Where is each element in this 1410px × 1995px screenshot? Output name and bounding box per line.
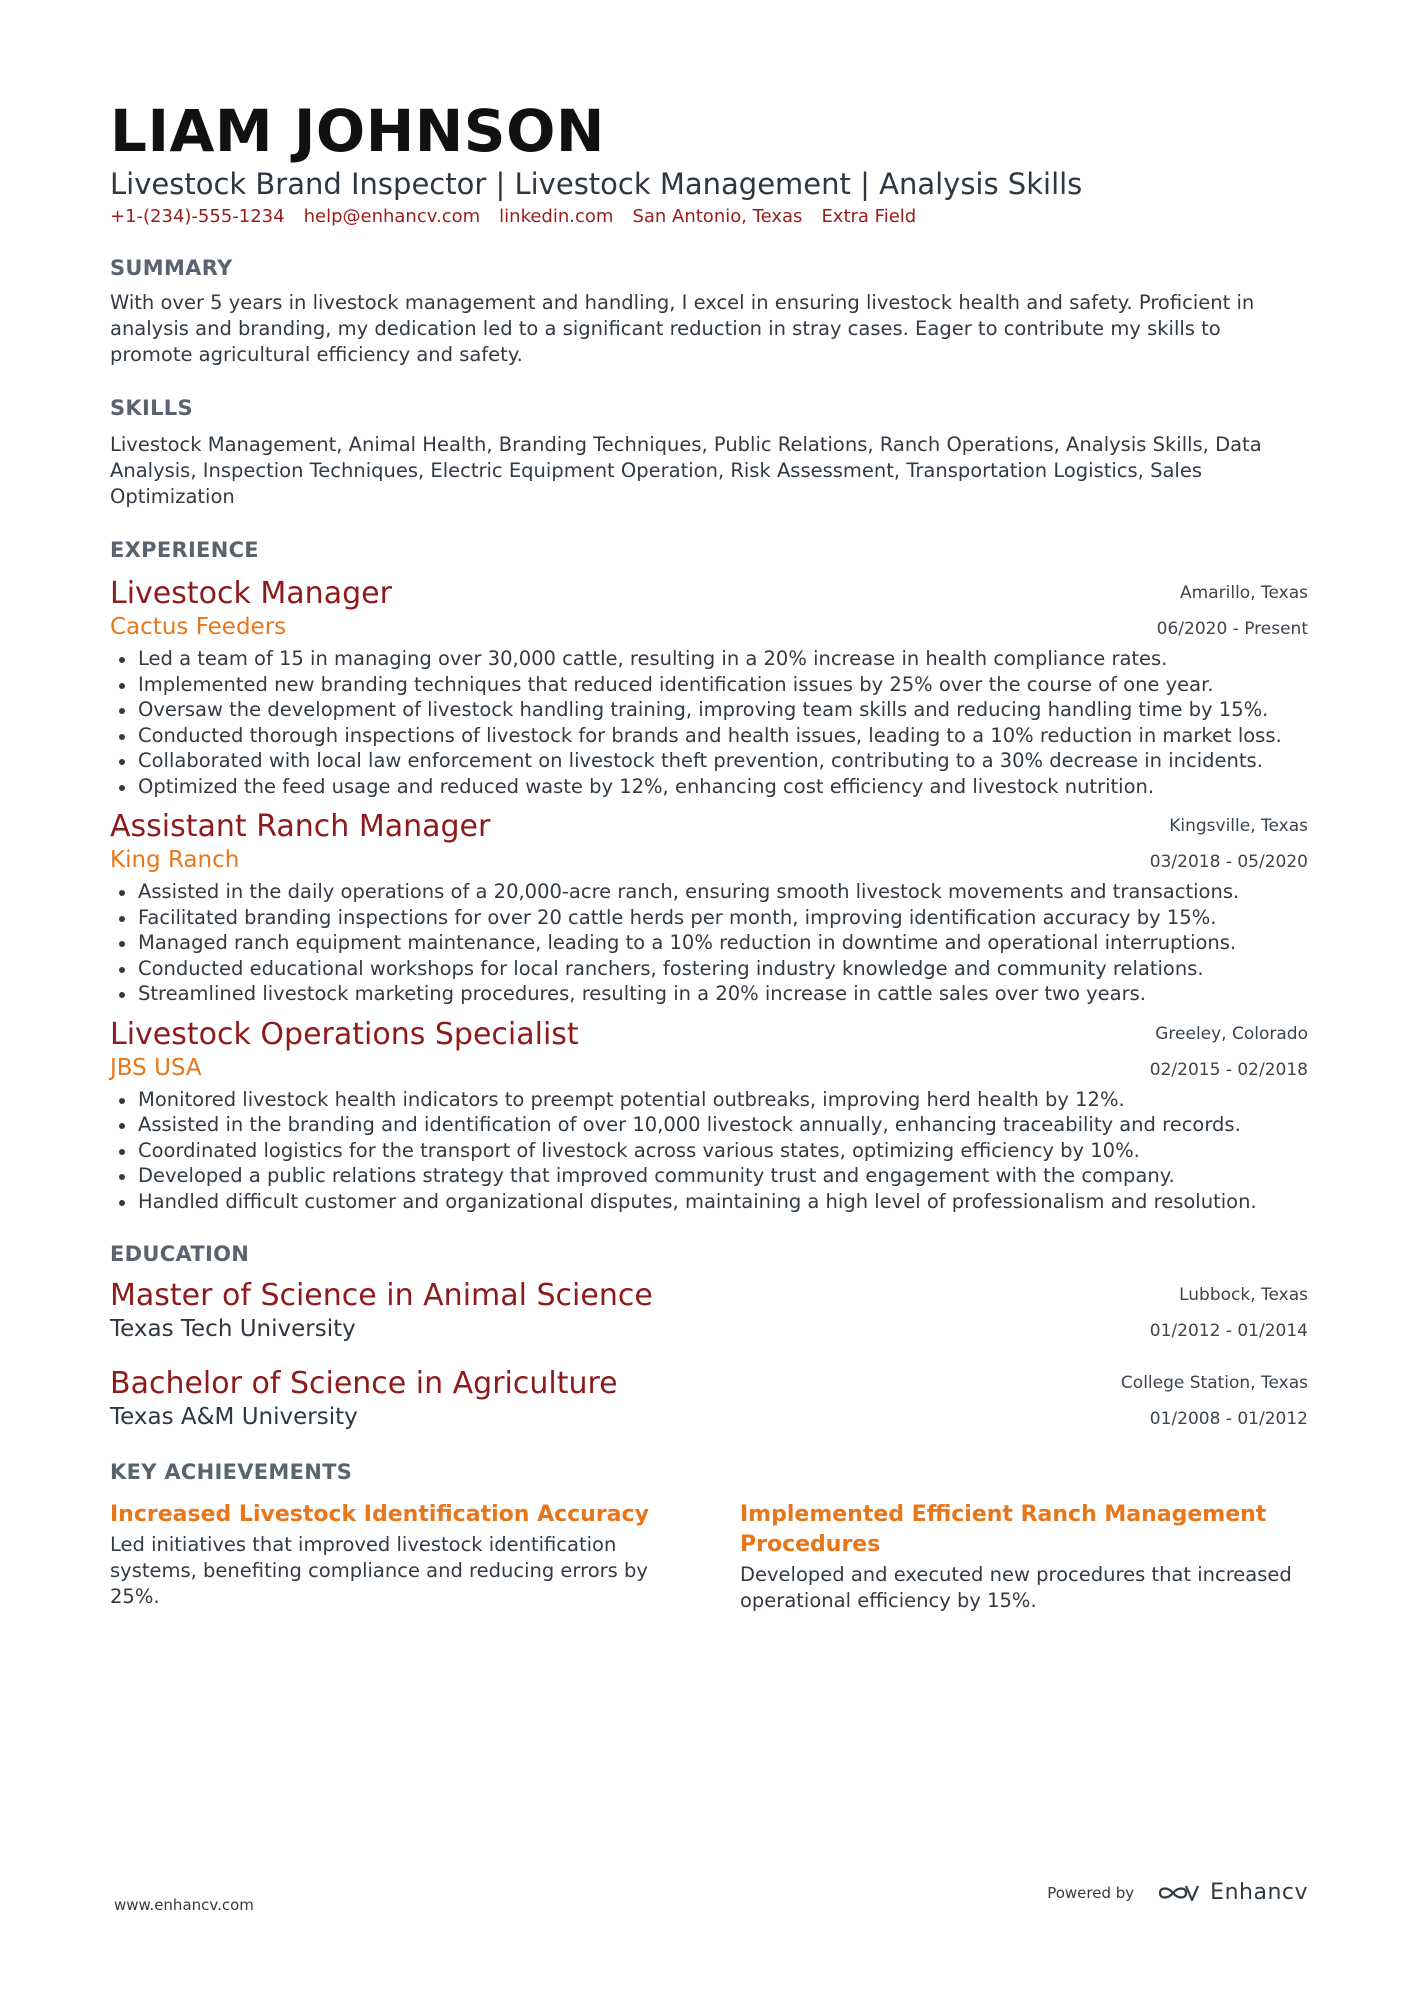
achievement-title: Increased Livestock Identification Accuracy xyxy=(110,1502,649,1527)
job-location: Amarillo, Texas xyxy=(1180,583,1308,603)
achievement-description: Led initiatives that improved livestock identification systems, benefiting compliance and reducing errors by 25%. xyxy=(110,1533,648,1608)
school-location: College Station, Texas xyxy=(1120,1373,1308,1393)
bullet-item: Managed ranch equipment maintenance, leading to a 10% reduction in downtime and operational interruptions. xyxy=(110,930,1308,956)
experience-entry xyxy=(110,576,1308,799)
contact-extra-field: Extra Field xyxy=(821,206,917,227)
summary-text: With over 5 years in livestock management and handling, I excel in ensuring livestock health and safety. Proficient in analysis and branding, my dedication led to a significant reduction in stray cases. Eager to contribute my skills to promote agricultural efficiency and safety. xyxy=(110,291,1255,366)
degree-title: Bachelor of Science in Agriculture xyxy=(110,1366,618,1401)
section-title-experience: EXPERIENCE xyxy=(110,538,259,562)
enhancv-brand[interactable] xyxy=(1156,1880,1308,1905)
bullet-item: Collaborated with local law enforcement on livestock theft prevention, contributing to a 30% decrease in incidents. xyxy=(110,748,1308,774)
contact-location: San Antonio, Texas xyxy=(632,206,803,227)
contact-email[interactable]: help@enhancv.com xyxy=(303,206,481,227)
bullet-item: Conducted educational workshops for local ranchers, fostering industry knowledge and community relations. xyxy=(110,956,1308,982)
bullet-item: Facilitated branding inspections for over 20 cattle herds per month, improving identification accuracy by 15%. xyxy=(110,905,1308,931)
bullet-item: Oversaw the development of livestock handling training, improving team skills and reducing handling time by 15%. xyxy=(110,697,1308,723)
job-location: Greeley, Colorado xyxy=(1155,1023,1308,1044)
bullet-item: Assisted in the branding and identification of over 10,000 livestock annually, enhancing traceability and records. xyxy=(110,1112,1308,1138)
section-title-achievements: KEY ACHIEVEMENTS xyxy=(110,1460,353,1484)
achievement-item xyxy=(110,1500,678,1614)
skills-text: Livestock Management, Animal Health, Branding Techniques, Public Relations, Ranch Operations, Analysis Skills, Data Analysis, Inspection Techniques, Electric Equipment Operation, Risk Assessment, Transportation Logistics, Sales Optimization xyxy=(110,433,1262,508)
achievement-item xyxy=(740,1500,1308,1614)
job-location: Kingsville, Texas xyxy=(1169,816,1308,836)
resume-page xyxy=(110,98,1308,1614)
bullet-item: Optimized the feed usage and reduced waste by 12%, enhancing cost efficiency and livestock nutrition. xyxy=(110,774,1308,800)
education-section xyxy=(110,1240,1308,1432)
bullet-item: Led a team of 15 in managing over 30,000 cattle, resulting in a 20% increase in health compliance rates. xyxy=(110,646,1308,672)
bullet-item: Assisted in the daily operations of a 20,000-acre ranch, ensuring smooth livestock movements and transactions. xyxy=(110,879,1308,905)
experience-entry xyxy=(110,809,1308,1007)
education-entry xyxy=(110,1278,1308,1344)
school-name: Texas A&M University xyxy=(110,1404,358,1430)
job-title: Livestock Manager xyxy=(110,576,392,611)
job-bullets xyxy=(110,879,1308,1007)
experience-entry xyxy=(110,1017,1308,1215)
bullet-item: Handled difficult customer and organizational disputes, maintaining a high level of professionalism and resolution. xyxy=(110,1189,1308,1215)
education-dates: 01/2012 - 01/2014 xyxy=(1149,1321,1308,1341)
company-name: Cactus Feeders xyxy=(110,614,287,640)
achievements-grid xyxy=(110,1500,1308,1614)
bullet-item: Implemented new branding techniques that reduced identification issues by 25% over the course of one year. xyxy=(110,672,1308,698)
school-name: Texas Tech University xyxy=(110,1316,356,1342)
bullet-item: Coordinated logistics for the transport of livestock across various states, optimizing efficiency by 10%. xyxy=(110,1138,1308,1164)
contact-phone[interactable]: +1-(234)-555-1234 xyxy=(110,206,285,227)
job-dates: 03/2018 - 05/2020 xyxy=(1149,852,1308,872)
footer-website[interactable]: www.enhancv.com xyxy=(114,1896,254,1914)
brand-name: Enhancv xyxy=(1210,1880,1308,1905)
skills-section xyxy=(110,394,1308,510)
section-title-summary: SUMMARY xyxy=(110,256,233,280)
company-name: JBS USA xyxy=(110,1054,202,1081)
education-dates: 01/2008 - 01/2012 xyxy=(1149,1409,1308,1429)
job-bullets xyxy=(110,1087,1308,1215)
bullet-item: Monitored livestock health indicators to preempt potential outbreaks, improving herd health by 12%. xyxy=(110,1087,1308,1113)
degree-title: Master of Science in Animal Science xyxy=(110,1278,653,1313)
bullet-item: Conducted thorough inspections of livestock for brands and health issues, leading to a 10% reduction in market loss. xyxy=(110,723,1308,749)
job-bullets xyxy=(110,646,1308,799)
job-dates: 06/2020 - Present xyxy=(1156,619,1308,639)
job-title: Livestock Operations Specialist xyxy=(110,1016,579,1052)
summary-section xyxy=(110,254,1308,368)
enhancv-logo-icon xyxy=(1156,1881,1202,1905)
school-location: Lubbock, Texas xyxy=(1179,1285,1308,1305)
experience-section xyxy=(110,536,1308,1214)
footer-branding xyxy=(1047,1880,1308,1905)
job-title: Assistant Ranch Manager xyxy=(110,809,491,844)
bullet-item: Developed a public relations strategy that improved community trust and engagement with the company. xyxy=(110,1163,1308,1189)
contact-info xyxy=(110,204,1308,230)
powered-by-label: Powered by xyxy=(1047,1883,1135,1902)
achievement-description: Developed and executed new procedures that increased operational efficiency by 15%. xyxy=(740,1563,1292,1612)
job-dates: 02/2015 - 02/2018 xyxy=(1149,1059,1308,1080)
candidate-name: LIAM JOHNSON xyxy=(110,97,605,165)
achievement-title: Implemented Efficient Ranch Management Procedures xyxy=(740,1502,1267,1557)
resume-header xyxy=(110,98,1308,230)
section-title-skills: SKILLS xyxy=(110,396,193,420)
bullet-item: Streamlined livestock marketing procedures, resulting in a 20% increase in cattle sales over two years. xyxy=(110,981,1308,1007)
achievements-section xyxy=(110,1458,1308,1614)
section-title-education: EDUCATION xyxy=(110,1242,250,1266)
candidate-headline: Livestock Brand Inspector | Livestock Management | Analysis Skills xyxy=(110,167,1083,201)
contact-linkedin[interactable]: linkedin.com xyxy=(499,206,614,227)
company-name: King Ranch xyxy=(110,847,240,873)
education-entry xyxy=(110,1366,1308,1432)
